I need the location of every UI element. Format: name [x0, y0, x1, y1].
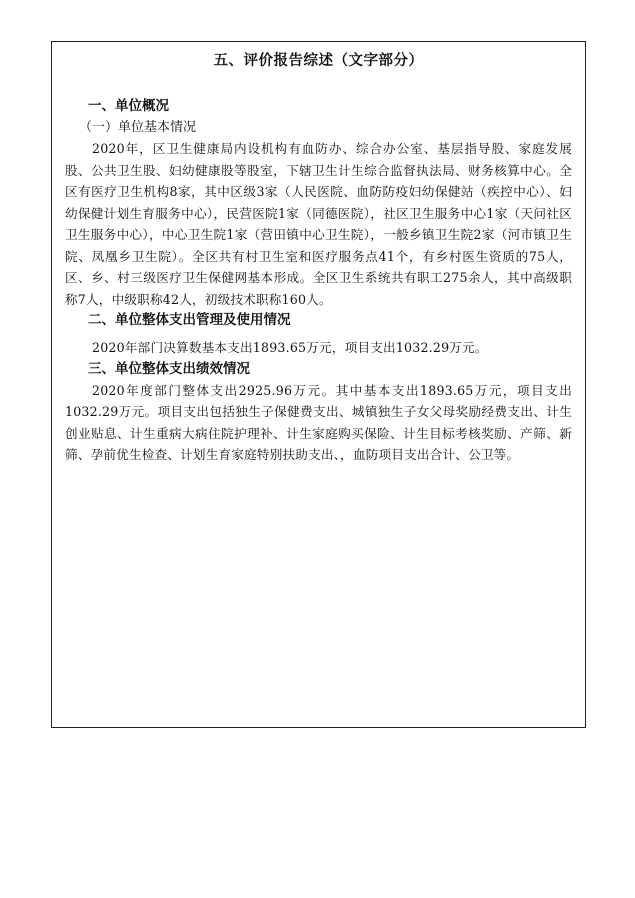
section-unit-overview: [65, 96, 572, 310]
section-heading: 一、单位概况: [88, 98, 169, 114]
section-paragraph: 2020年，区卫生健康局内设机构有血防办、综合办公室、基层指导股、家庭发展股、公共卫生股、妇幼健康股等股室，下辖卫生计生综合监督执法局、财务核算中心。全区有医疗卫生机构8家，其中区级3家（人民医院、血防防疫妇幼保健站（疾控中心）、妇幼保健计划生育服务中心），民营医院1家（同德医院），社区卫生服务中心1家（天问社区卫生服务中心），中心卫生院1家（营田镇中心卫生院），一般乡镇卫生院2家（河市镇卫生院、凤凰乡卫生院）。全区共有村卫生室和医疗服务点41个，有乡村医生资质的75人，区、乡、村三级医疗卫生保健网基本形成。全区卫生系统共有职工275余人，其中高级职称7人，中级职称42人，初级技术职称160人。: [65, 141, 572, 307]
report-frame: [51, 41, 586, 728]
section-expenditure-management: [65, 310, 572, 359]
section-paragraph: 2020年部门决算数基本支出1893.65万元，项目支出1032.29万元。: [92, 340, 488, 355]
report-title: 五、评价报告综述（文字部分）: [213, 53, 424, 69]
section-subheading: （一）单位基本情况: [79, 120, 197, 135]
section-heading: 三、单位整体支出绩效情况: [88, 360, 250, 377]
section-paragraph: 2020年度部门整体支出2925.96万元。其中基本支出1893.65万元，项目支出1032.29万元。项目支出包括独生子保健费支出、城镇独生子女父母奖励经费支出、计生创业贴息、计生重病大病住院护理补、计生家庭购买保险、计生目标考核奖励、产筛、新筛、孕前优生检查、计划生育家庭特别扶助支出、，血防项目支出合计、公卫等。: [65, 382, 572, 462]
report-body: [65, 96, 572, 466]
section-heading: 二、单位整体支出管理及使用情况: [88, 312, 291, 328]
section-expenditure-performance: [65, 359, 572, 466]
